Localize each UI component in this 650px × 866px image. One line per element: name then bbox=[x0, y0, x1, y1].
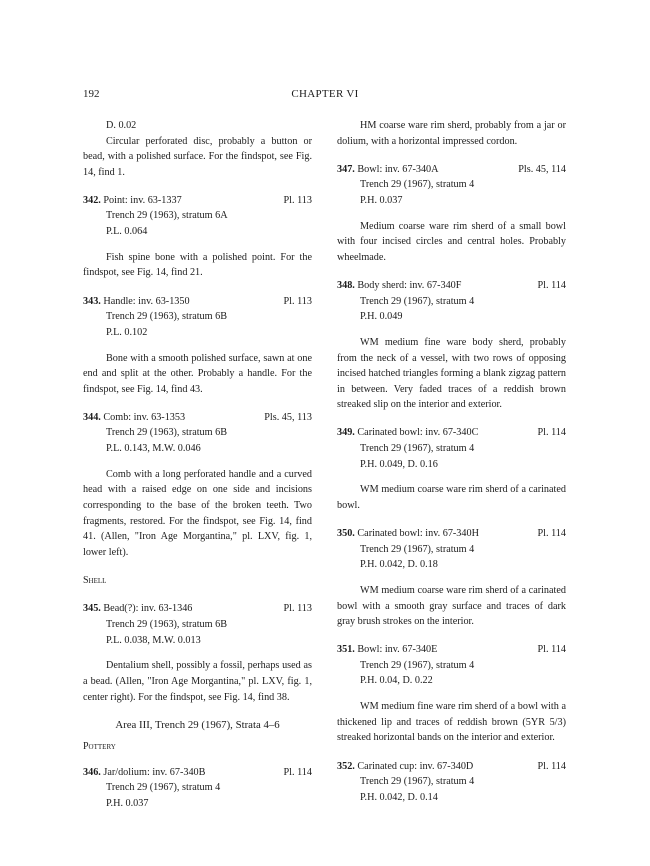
entry-detail: Trench 29 (1967), stratum 4 bbox=[360, 659, 475, 671]
section-heading-pottery: Pottery bbox=[83, 741, 116, 753]
plate-reference: Pl. 113 bbox=[283, 603, 312, 615]
entry-heading bbox=[337, 642, 566, 658]
pottery-entries bbox=[83, 765, 312, 812]
entry-heading-text bbox=[83, 193, 182, 209]
entry-description: WM medium fine ware rim sherd of a bowl with a thickened lip and traces of reddish brown (5YR 5/3) streaked horizontal bands on the interior and exterior. bbox=[337, 701, 566, 744]
entry-heading bbox=[337, 425, 566, 441]
catalog-entry bbox=[337, 526, 566, 630]
plate-reference: Pl. 114 bbox=[537, 760, 566, 772]
entry-detail: P.H. 0.042, D. 0.14 bbox=[360, 791, 438, 803]
entry-heading-text bbox=[83, 294, 190, 310]
plate-reference: Pls. 45, 114 bbox=[518, 163, 566, 175]
entry-title: Body sherd: inv. 67-340F bbox=[357, 279, 462, 291]
entry-description: WM medium coarse ware rim sherd of a carinated bowl with a smooth gray surface and traces of dark gray brush strokes on the interior. bbox=[337, 585, 566, 628]
catalog-entry bbox=[337, 425, 566, 513]
plate-reference: Pl. 114 bbox=[537, 644, 566, 656]
entry-detail: P.H. 0.049, D. 0.16 bbox=[360, 458, 438, 470]
entry-detail: P.H. 0.037 bbox=[106, 798, 149, 810]
entry-heading bbox=[337, 162, 566, 178]
entry-detail: P.H. 0.049 bbox=[360, 311, 403, 323]
entry-detail: Trench 29 (1967), stratum 4 bbox=[360, 179, 475, 191]
catalog-entry bbox=[83, 765, 312, 812]
page-header bbox=[0, 88, 650, 104]
entry-detail: D. 0.02 bbox=[106, 120, 137, 131]
pottery-entries-continued bbox=[337, 162, 566, 806]
entry-title: Bead(?): inv. 63-1346 bbox=[103, 603, 193, 615]
shell-entries bbox=[83, 601, 312, 705]
entry-number: 343. bbox=[83, 295, 101, 307]
entry-number: 349. bbox=[337, 427, 355, 439]
chapter-title: CHAPTER VI bbox=[291, 88, 359, 100]
catalog-entry bbox=[83, 410, 312, 561]
entry-number: 348. bbox=[337, 279, 355, 291]
entry-detail: Trench 29 (1967), stratum 4 bbox=[360, 776, 475, 788]
entry-detail: P.L. 0.102 bbox=[106, 326, 148, 338]
entry-heading-text bbox=[337, 425, 478, 441]
area-heading: Area III, Trench 29 (1967), Strata 4–6 bbox=[115, 718, 280, 731]
entry-number: 350. bbox=[337, 528, 355, 540]
entry-description: Medium coarse ware rim sherd of a small bowl with four incised circles and central holes. Probably wheelmade. bbox=[337, 220, 566, 263]
plate-reference: Pl. 113 bbox=[283, 194, 312, 206]
entry-detail: Trench 29 (1963), stratum 6B bbox=[106, 311, 228, 323]
entry-title: Comb: inv. 63-1353 bbox=[103, 411, 186, 423]
entry-number: 347. bbox=[337, 163, 355, 175]
catalog-entry bbox=[337, 162, 566, 266]
catalog-entry bbox=[337, 278, 566, 413]
entry-detail: Trench 29 (1967), stratum 4 bbox=[360, 295, 475, 307]
entry-detail: P.H. 0.037 bbox=[360, 194, 403, 206]
entry-heading bbox=[337, 759, 566, 775]
entry-heading bbox=[83, 601, 312, 617]
entry-title: Carinated cup: inv. 67-340D bbox=[357, 760, 474, 772]
entry-description: Comb with a long perforated handle and a curved head with a raised edge on one side and incisions corresponding to the base of the broken teeth. Two fragments, restored. For the findspot, see Fig. 14, find 41. (Allen, "Iron Age Morgantina," pl. LXV, fig. 1, lower left). bbox=[83, 468, 312, 558]
entry-description: Dentalium shell, possibly a fossil, perhaps used as a bead. (Allen, "Iron Age Morgantina," pl. LXV, fig. 1, center right). For the findspot, see Fig. 14, find 38. bbox=[83, 660, 312, 703]
page-number: 192 bbox=[83, 88, 100, 100]
entry-title: Carinated bowl: inv. 67-340C bbox=[357, 427, 479, 439]
entry-detail: P.L. 0.038, M.W. 0.013 bbox=[106, 634, 201, 646]
plate-reference: Pl. 114 bbox=[537, 427, 566, 439]
entry-description: Circular perforated disc, probably a button or bead, with a polished surface. For the findspot, see Fig. 14, find 1. bbox=[83, 135, 312, 178]
entry-heading-text bbox=[83, 765, 205, 781]
entry-title: Handle: inv. 63-1350 bbox=[103, 295, 190, 307]
entry-number: 352. bbox=[337, 760, 355, 772]
plate-reference: Pl. 113 bbox=[283, 295, 312, 307]
plate-reference: Pls. 45, 113 bbox=[264, 411, 312, 423]
entry-title: Bowl: inv. 67-340A bbox=[357, 163, 439, 175]
section-heading-shell: Shell bbox=[83, 574, 107, 586]
right-column bbox=[337, 118, 566, 818]
bone-entries bbox=[83, 193, 312, 560]
entry-description: Bone with a smooth polished surface, sawn at one end and split at the other. Probably a handle. For the findspot, see Fig. 14, find 43. bbox=[83, 352, 312, 395]
entry-detail: Trench 29 (1963), stratum 6B bbox=[106, 427, 228, 439]
entry-heading-text bbox=[337, 162, 439, 178]
entry-detail: P.H. 0.042, D. 0.18 bbox=[360, 559, 438, 571]
entry-detail: Trench 29 (1967), stratum 4 bbox=[360, 543, 475, 555]
entry-title: Carinated bowl: inv. 67-340H bbox=[357, 528, 479, 540]
entry-heading bbox=[83, 410, 312, 426]
catalog-entry bbox=[83, 294, 312, 398]
left-column bbox=[83, 118, 312, 824]
entry-detail: Trench 29 (1963), stratum 6A bbox=[106, 210, 228, 222]
entry-number: 344. bbox=[83, 411, 101, 423]
entry-detail: P.H. 0.04, D. 0.22 bbox=[360, 675, 433, 687]
entry-heading bbox=[337, 526, 566, 542]
continued-entry bbox=[83, 118, 312, 180]
catalog-entry bbox=[337, 759, 566, 806]
entry-number: 342. bbox=[83, 194, 101, 206]
entry-description: HM coarse ware rim sherd, probably from a jar or dolium, with a horizontal impressed cordon. bbox=[337, 120, 566, 147]
entry-detail: Trench 29 (1967), stratum 4 bbox=[106, 782, 221, 794]
entry-number: 346. bbox=[83, 766, 101, 778]
entry-number: 351. bbox=[337, 644, 355, 656]
catalog-entry bbox=[83, 601, 312, 705]
entry-heading-text bbox=[83, 410, 185, 426]
continued-entry bbox=[337, 118, 566, 149]
entry-detail: Trench 29 (1963), stratum 6B bbox=[106, 619, 228, 630]
entry-number: 345. bbox=[83, 603, 101, 615]
entry-detail: Trench 29 (1967), stratum 4 bbox=[360, 442, 475, 454]
entry-detail: P.L. 0.143, M.W. 0.046 bbox=[106, 442, 201, 454]
plate-reference: Pl. 114 bbox=[537, 528, 566, 540]
entry-heading bbox=[83, 193, 312, 209]
catalog-entry bbox=[83, 193, 312, 281]
catalog-entry bbox=[337, 642, 566, 746]
entry-heading bbox=[83, 765, 312, 781]
entry-description: Fish spine bone with a polished point. For the findspot, see Fig. 14, find 21. bbox=[83, 251, 312, 279]
entry-heading-text bbox=[337, 642, 437, 658]
entry-heading bbox=[337, 278, 566, 294]
entry-heading bbox=[83, 294, 312, 310]
entry-description: WM medium fine ware body sherd, probably from the neck of a vessel, with two rows of opposing incised hatched triangles forming a blank zigzag pattern in between. Very faded traces of a reddish brown streaked slip on the interior and exterior. bbox=[337, 336, 566, 411]
entry-title: Jar/dolium: inv. 67-340B bbox=[103, 766, 206, 778]
entry-heading-text bbox=[83, 601, 192, 617]
plate-reference: Pl. 114 bbox=[537, 279, 566, 291]
entry-title: Bowl: inv. 67-340E bbox=[357, 644, 438, 656]
entry-title: Point: inv. 63-1337 bbox=[103, 194, 182, 206]
entry-heading-text bbox=[337, 759, 473, 775]
entry-detail: P.L. 0.064 bbox=[106, 226, 148, 238]
entry-heading-text bbox=[337, 526, 479, 542]
entry-heading-text bbox=[337, 278, 461, 294]
plate-reference: Pl. 114 bbox=[283, 766, 312, 778]
entry-description: WM medium coarse ware rim sherd of a carinated bowl. bbox=[337, 484, 566, 511]
